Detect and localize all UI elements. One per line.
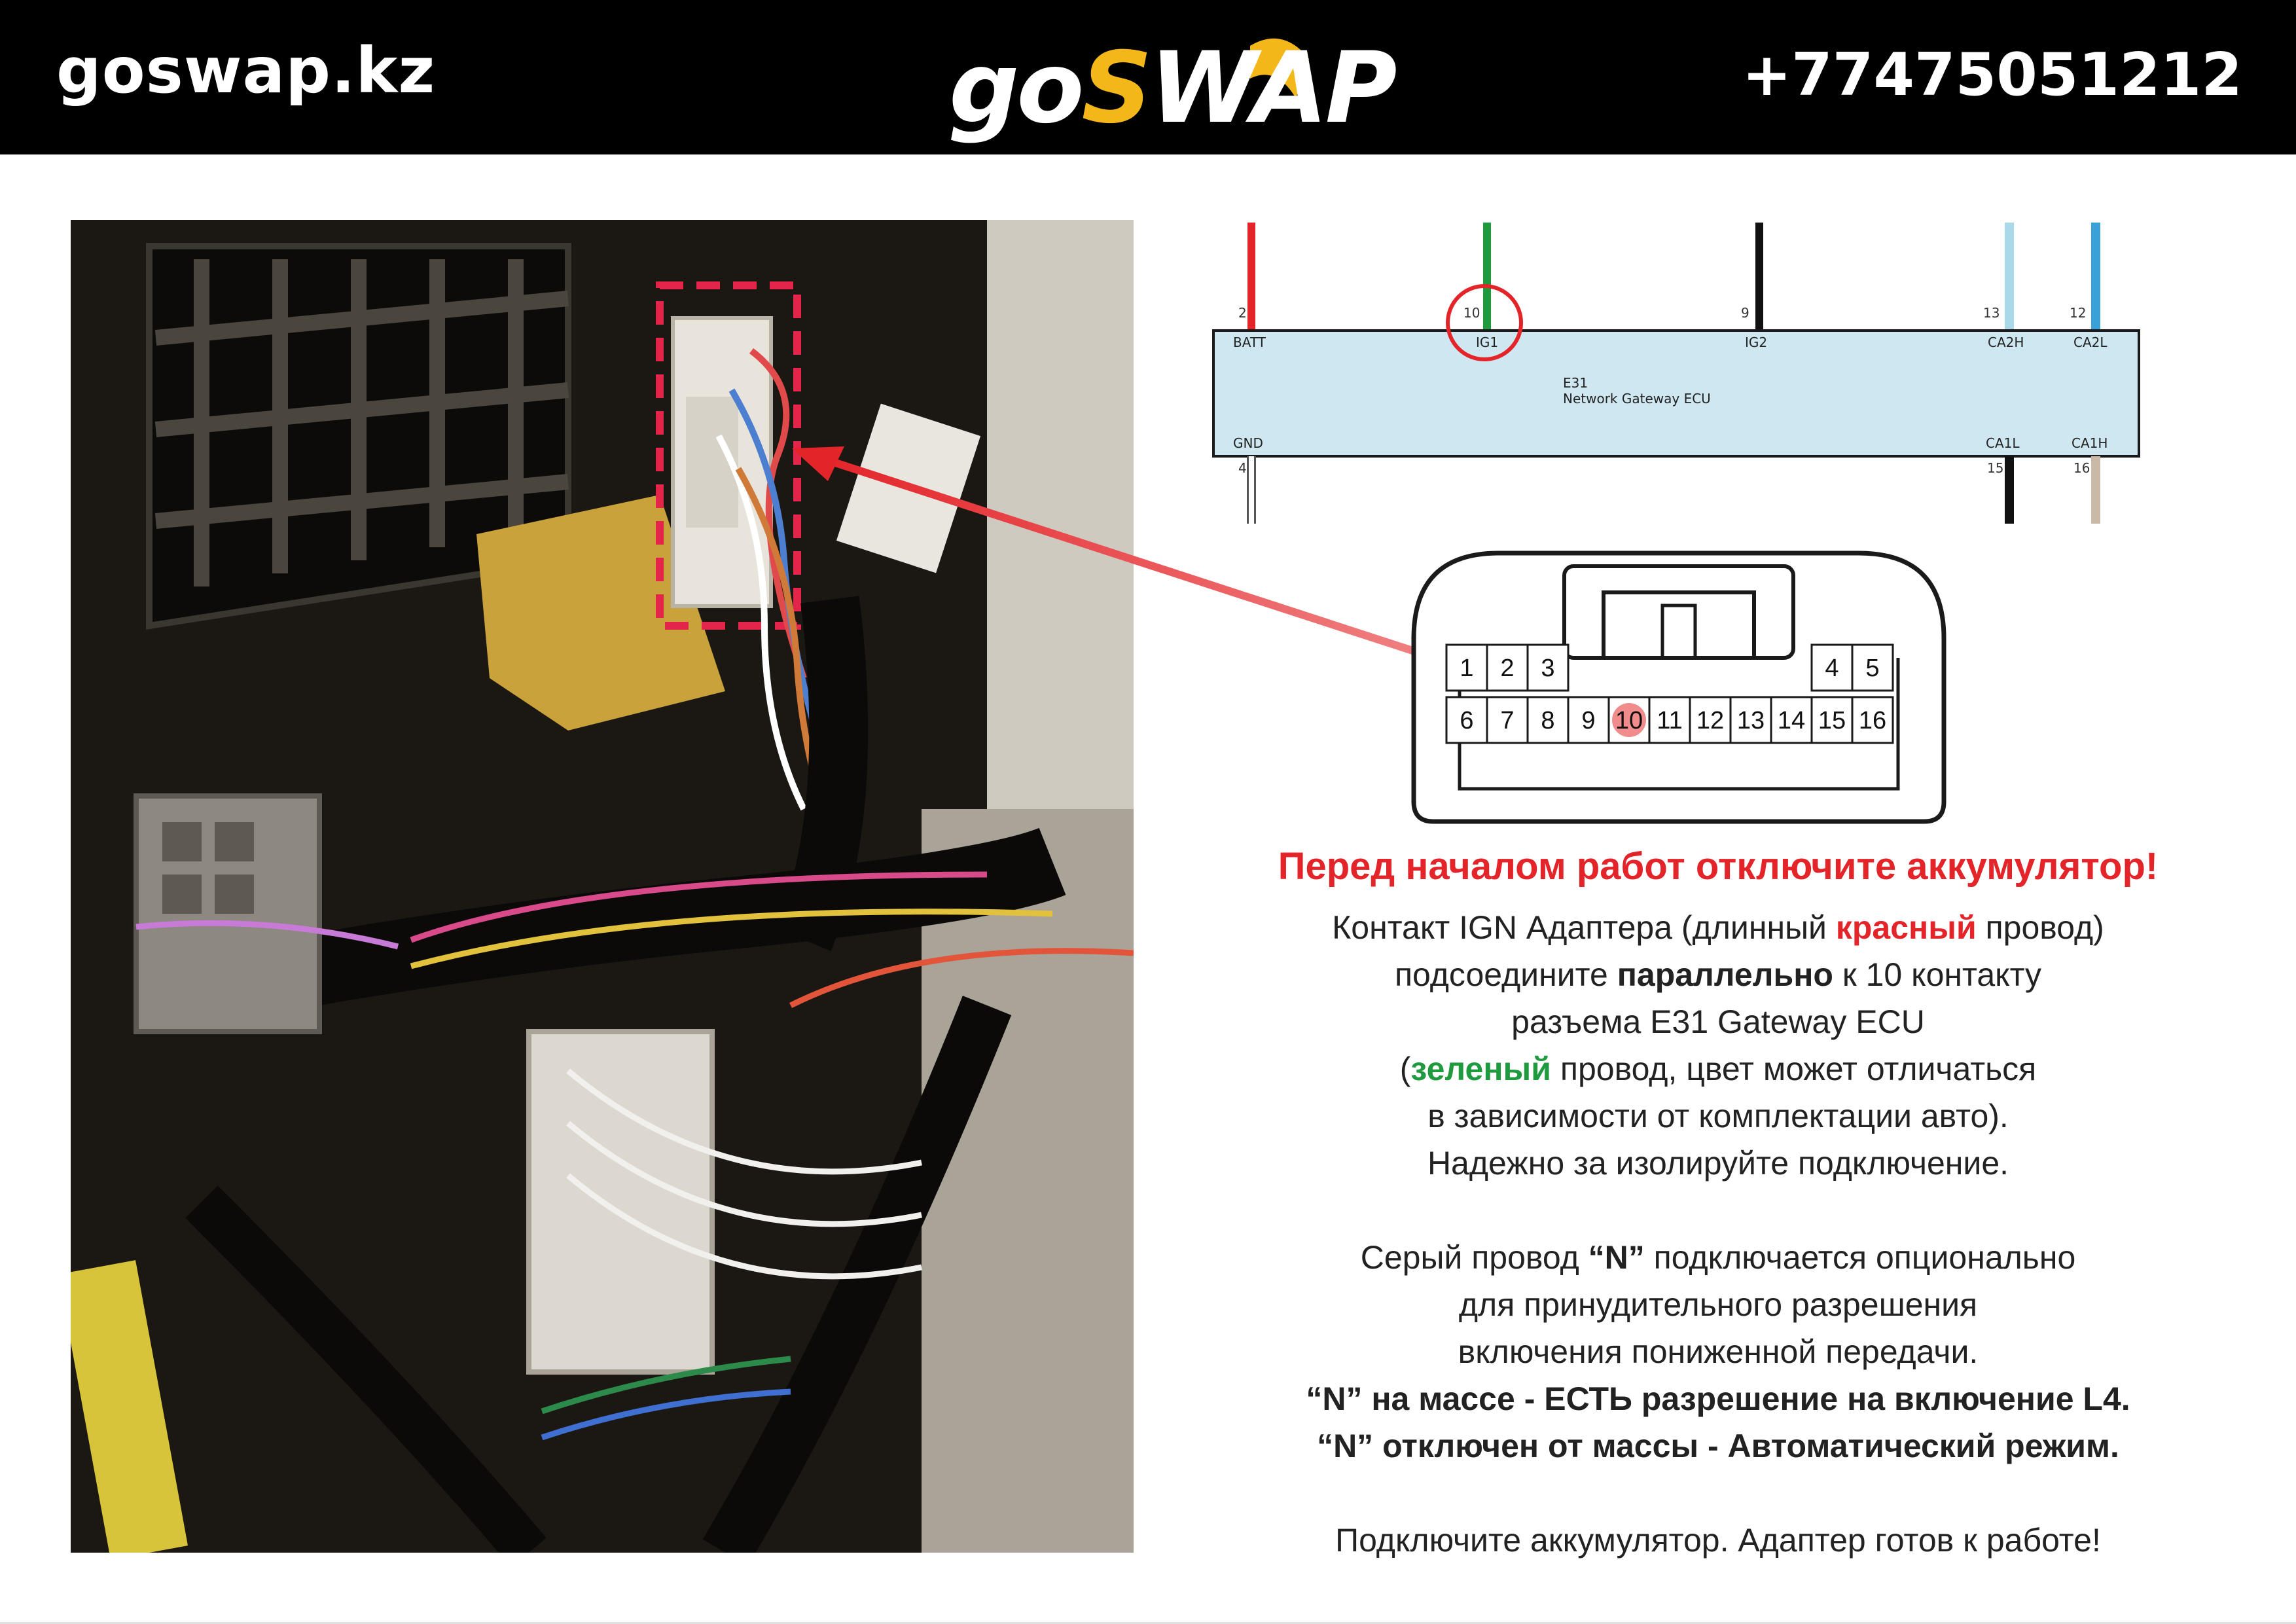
pin-number: 7	[1500, 707, 1515, 734]
battery-warning: Перед началом работ отключите аккумулятор!	[1278, 845, 2159, 888]
instruction-line: включения пониженной передачи.	[1458, 1333, 1979, 1370]
instruction-line: Контакт IGN Адаптера (длинный красный провод)	[1332, 909, 2104, 946]
pin-label: CA1L	[1986, 435, 2020, 451]
pin-num: 10	[1463, 305, 1480, 321]
pin-number: 15	[1818, 707, 1846, 734]
pin-number: 10	[1615, 707, 1643, 734]
pin-number: 6	[1460, 707, 1474, 734]
pin-num: 13	[1983, 305, 2000, 321]
pin-label: CA1H	[2072, 435, 2108, 451]
instruction-line: в зависимости от комплектации авто).	[1427, 1098, 2009, 1134]
connector-pinout-diagram	[1407, 540, 1950, 828]
pin-number: 13	[1736, 707, 1765, 734]
pin-number: 14	[1777, 707, 1806, 734]
instructions-block	[1178, 844, 2258, 1564]
ecu-name: Network Gateway ECU	[1563, 391, 1711, 406]
instruction-line: Серый провод “N” подключается опционально	[1360, 1239, 2076, 1276]
pin-label: CA2H	[1988, 334, 2024, 350]
pin-number: 11	[1657, 707, 1683, 734]
pin-number: 16	[1858, 707, 1887, 734]
instruction-line: “N” на массе - ЕСТЬ разрешение на включение L4.	[1306, 1380, 2130, 1417]
pin-label: IG1	[1476, 334, 1499, 350]
pin-label: BATT	[1233, 334, 1266, 350]
pin-num: 9	[1741, 305, 1749, 321]
site-url[interactable]: goswap.kz	[56, 34, 436, 107]
pin-number: 9	[1581, 707, 1596, 734]
instruction-line: Подключите аккумулятор. Адаптер готов к работе!	[1335, 1522, 2101, 1559]
pin-label: IG2	[1745, 334, 1768, 350]
instruction-line: подсоедините параллельно к 10 контакту	[1394, 956, 2042, 993]
instruction-line: Надежно за изолируйте подключение.	[1427, 1145, 2009, 1182]
pin-label: GND	[1233, 435, 1263, 451]
pin-number: 12	[1696, 707, 1725, 734]
instruction-line: для принудительного разрешения	[1458, 1286, 1978, 1323]
pin-num: 12	[2070, 305, 2087, 321]
pin-label: CA2L	[2073, 334, 2108, 350]
pin-num: 16	[2073, 460, 2090, 476]
pin-num: 2	[1238, 305, 1247, 321]
instruction-line: “N” отключен от массы - Автоматический режим.	[1317, 1428, 2119, 1464]
pin-num: 4	[1238, 460, 1247, 476]
pin-number: 2	[1500, 655, 1515, 682]
phone-number[interactable]: +77475051212	[1742, 41, 2242, 109]
instruction-line: разъема E31 Gateway ECU	[1511, 1003, 1925, 1040]
pin-number: 3	[1541, 655, 1555, 682]
ecu-id: E31	[1563, 375, 1588, 391]
pin-number: 5	[1865, 655, 1880, 682]
pin-number: 8	[1541, 707, 1555, 734]
instruction-line: (зеленый провод, цвет может отличаться	[1399, 1051, 2037, 1087]
pin-number: 1	[1460, 655, 1474, 682]
pin-number: 4	[1825, 655, 1839, 682]
ecu-wiring-diagram	[1204, 216, 2147, 530]
logo-text: goSWAP	[949, 31, 1395, 145]
pin-num: 15	[1987, 460, 2004, 476]
